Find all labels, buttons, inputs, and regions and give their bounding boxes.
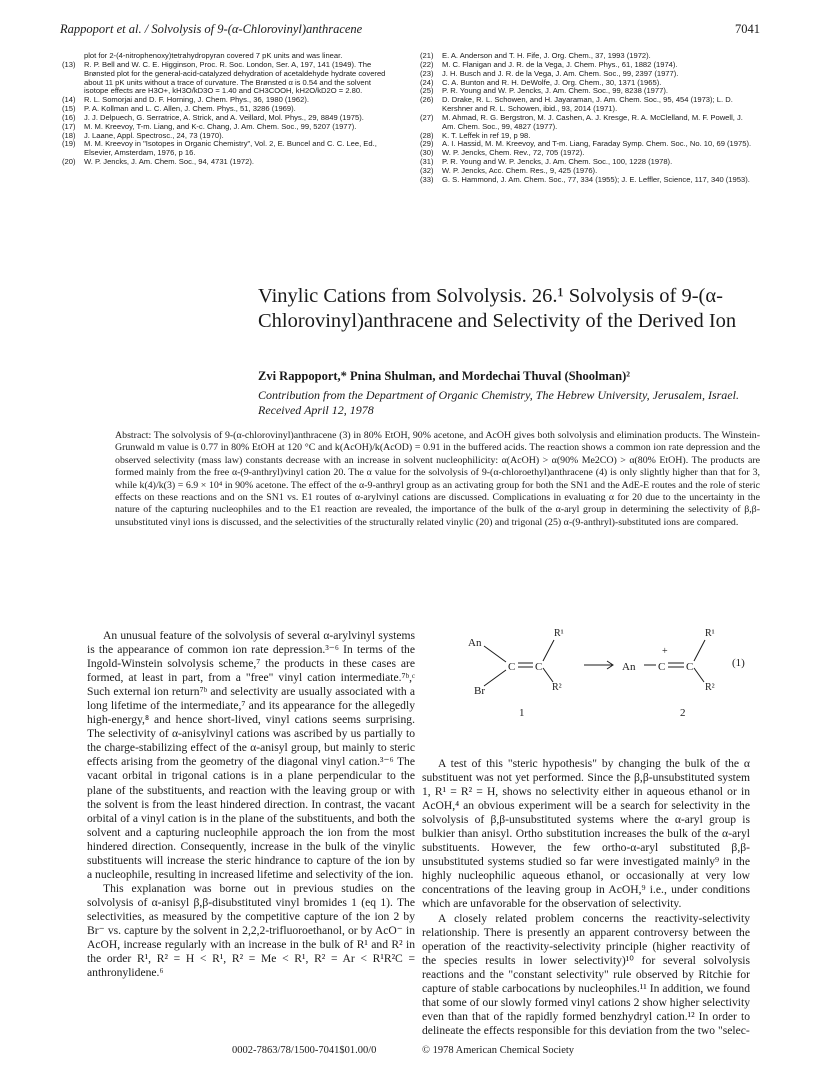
reference-number: (17) bbox=[62, 121, 76, 131]
bond-c-r2 bbox=[543, 668, 553, 682]
references-right-column bbox=[420, 52, 752, 185]
reference-number: (29) bbox=[420, 139, 434, 149]
bond-br-c bbox=[484, 670, 506, 686]
scheme-an-left: An bbox=[468, 637, 482, 649]
scheme-c-right: C bbox=[535, 661, 543, 673]
reference-text: J. H. Busch and J. R. de la Vega, J. Am. Chem. Soc., 99, 2397 (1977). bbox=[442, 68, 679, 78]
bond-cation-r1 bbox=[694, 640, 705, 661]
reference-text: J. J. Delpuech, G. Serratrice, A. Strick, and A. Veillard, Mol. Phys., 29, 8849 (1975). bbox=[84, 112, 364, 122]
reference-number: (27) bbox=[420, 112, 434, 122]
reference-text: J. Laane, Appl. Spectrosc., 24, 73 (1970). bbox=[84, 130, 224, 140]
reference-entry bbox=[62, 140, 394, 158]
reference-text: P. R. Young and W. P. Jencks, J. Am. Chem. Soc., 100, 1228 (1978). bbox=[442, 157, 673, 167]
reference-text: M. M. Kreevoy in "Isotopes in Organic Chemistry", Vol. 2, E. Buncel and C. C. Lee, Ed., Elsevier, Amsterdam, 1976, p 16. bbox=[84, 139, 377, 158]
reference-text: P. R. Young and W. P. Jencks, J. Am. Chem. Soc., 99, 8238 (1977). bbox=[442, 86, 668, 96]
reference-text: R. P. Bell and W. C. E. Higginson, Proc. R. Soc. London, Ser. A, 197, 141 (1949). The Brønsted plot for the general-acid-catalyzed dehydration of acetaldehyde hydrate covered about 11 pK units without a trace of curvature. The Brønsted α is 0.54 and the solvent isotope effects are H3O+, kH3O/kD3O = 1.40 and CH3COOH, kH2O/kD2O = 2.80. bbox=[84, 59, 386, 96]
reference-text: R. L. Somorjai and D. F. Horning, J. Chem. Phys., 36, 1980 (1962). bbox=[84, 95, 309, 105]
footer-article-code: 0002-7863/78/1500-7041$01.00/0 bbox=[232, 1045, 377, 1056]
reference-text: M. M. Kreevoy, T-m. Liang, and K-c. Chang, J. Am. Chem. Soc., 99, 5207 (1977). bbox=[84, 121, 357, 131]
body-left-column bbox=[87, 629, 415, 980]
reference-text: E. A. Anderson and T. H. Fife, J. Org. Chem., 37, 1993 (1972). bbox=[442, 51, 651, 60]
scheme-c-cation2: C bbox=[686, 661, 694, 673]
paragraph: A closely related problem concerns the reactivity-selectivity relationship. There is presently an apparent controversy between the operation of the reactivity-selectivity principle (higher reactivity of the species results in lower selectivity)¹⁰ for several solvolysis reactions and the "constant selectivity" rule observed by Ritchie for capture of stable carbocations by nucleophiles.¹¹ In addition, we found that some of our slowly formed vinyl cations 2 show higher selectivity even than that of the rapidly formed benzhydryl cation.¹² In order to delineate the effects responsible for this deviation from the two "selec- bbox=[422, 911, 750, 1037]
reference-entry bbox=[420, 96, 752, 114]
reference-entry bbox=[62, 158, 394, 167]
reference-number: (28) bbox=[420, 130, 434, 140]
reference-number: (14) bbox=[62, 95, 76, 105]
paragraph: This explanation was borne out in previous studies on the solvolysis of α-anisyl β,β-disubstituted vinyl bromides 1 (eq 1). The selectivities, as measured by the competitive capture of the ion 2 by Br⁻ vs. capture by the solvent in 2,2,2-trifluoroethanol, or by AcO⁻ in AcOH, increase regularly with an increase in the bulk of R¹ and R² in the order R¹, R² = H < R¹, R² = Me < R¹, R² = Ar < R¹R²C = anthronylidene.⁶ bbox=[87, 881, 415, 980]
scheme-c-left: C bbox=[508, 661, 516, 673]
bond-c-r1 bbox=[543, 640, 554, 661]
author-list: Zvi Rappoport,* Pnina Shulman, and Mordechai Thuval (Shoolman)² bbox=[258, 369, 631, 383]
reference-number: (20) bbox=[62, 157, 76, 167]
reference-text: P. A. Kollman and L. C. Allen, J. Chem. Phys., 51, 3286 (1969). bbox=[84, 104, 296, 114]
footer-copyright: © 1978 American Chemical Society bbox=[422, 1045, 575, 1056]
reference-text: K. T. Leffek in ref 19, p 98. bbox=[442, 130, 531, 140]
reaction-scheme bbox=[422, 624, 758, 754]
reference-number: (26) bbox=[420, 95, 434, 105]
scheme-c-cation: C bbox=[658, 661, 666, 673]
scheme-r1-left: R¹ bbox=[554, 628, 564, 639]
reference-text: M. C. Flanigan and J. R. de la Vega, J. Chem. Phys., 61, 1882 (1974). bbox=[442, 59, 678, 69]
reference-entry bbox=[62, 61, 394, 96]
reference-text: C. A. Bunton and R. H. DeWolfe, J. Org. Chem., 30, 1371 (1965). bbox=[442, 77, 662, 87]
reference-number: (23) bbox=[420, 68, 434, 78]
paragraph: A test of this "steric hypothesis" by changing the bulk of the α substituent was not yet performed. Since the β,β-unsubstituted system 1, R¹ = R² = H, shows no selectivity either in aqueous ethanol or in AcOH,⁴ an obvious experiment will be a search for selectivity in the solvolysis of β,β-unsubstituted systems where the α-aryl group is bulkier than anisyl. Ortho substitution increases the bulk of the α-aryl substituents. However, the few ortho-α-aryl substituted β,β-unsubstituted systems studied so far were investigated mainly⁹ in the highly nucleophilic aqueous ethanol, or occasionally at very low concentrations of the leaving group in AcOH,⁹ i.e., under conditions which are unfavorable for the observation of selectivity. bbox=[422, 757, 750, 911]
reference-number: (21) bbox=[420, 51, 434, 60]
bond-cation-r2 bbox=[694, 668, 704, 682]
references-left-column bbox=[62, 52, 394, 167]
scheme-r2-left: R² bbox=[552, 682, 562, 693]
affiliation: Contribution from the Department of Organic Chemistry, The Hebrew University, Jerusalem, Israel. Received April 12, 1978 bbox=[258, 388, 739, 417]
scheme-r2-right: R² bbox=[705, 682, 715, 693]
reference-number: (33) bbox=[420, 174, 434, 184]
reference-number: (31) bbox=[420, 157, 434, 167]
reference-number: (15) bbox=[62, 104, 76, 114]
bond-an-c bbox=[484, 646, 506, 662]
reference-number: (22) bbox=[420, 59, 434, 69]
page-number: 7041 bbox=[735, 22, 760, 36]
reference-text: G. S. Hammond, J. Am. Chem. Soc., 77, 334 (1955); J. E. Leffler, Science, 117, 340 (1953). bbox=[442, 174, 750, 184]
reference-entry bbox=[420, 176, 752, 185]
scheme-label-1: 1 bbox=[519, 707, 525, 719]
reference-entry bbox=[420, 114, 752, 132]
paragraph: An unusual feature of the solvolysis of several α-arylvinyl systems is the appearance of common ion rate depression.³⁻⁶ In terms of the Ingold-Winstein solvolysis scheme,⁷ the products in these cases are formed, at least in part, from a "free" vinyl cation intermediate.⁷ᵇ,ᶜ Such external ion return⁷ᵇ and selectivity are usually associated with a long lifetime of the intermediate,⁷ and its appearance for the allegedly high-energy,⁸ and hence short-lived, vinyl cations seems surprising. The selectivity of α-anisylvinyl cations was ascribed by us partially to the charge-stabilizing effect of the α-anisyl group, but mainly to steric effects arising from the geometry of the diagonal vinyl cation.³⁻⁶ The vacant orbital in trigonal cations is in a plane perpendicular to the plane of the substituents, and reaction with the leaving group or with the solvent is from the least hindered direction. In contrast, the vacant orbital of a vinyl cation is in the plane of the substituents, and both the solvent and a capturing nucleophile approach the ion from the most hindered direction. Consequently, increase in the bulk of the vinylic substituents will increase the steric hindrance to capture of the ion by a nucleophile, resulting in increased lifetime and selectivity of the ion. bbox=[87, 629, 415, 881]
body-right-column bbox=[422, 757, 750, 1038]
scheme-r1-right: R¹ bbox=[705, 628, 715, 639]
scheme-an-right: An bbox=[622, 661, 636, 673]
scheme-plus: + bbox=[662, 646, 668, 657]
reference-text: M. Ahmad, R. G. Bergstron, M. J. Cashen, A. J. Kresge, R. A. McClelland, M. F. Powell, J. Am. Chem. Soc., 99, 4827 (1977). bbox=[442, 112, 743, 131]
reference-number: (24) bbox=[420, 77, 434, 87]
reference-number: (13) bbox=[62, 59, 76, 69]
reference-number: (18) bbox=[62, 130, 76, 140]
reference-text: W. P. Jencks, Chem. Rev., 72, 705 (1972). bbox=[442, 148, 585, 158]
reference-text: A. I. Hassid, M. M. Kreevoy, and T-m. Liang, Faraday Symp. Chem. Soc., No. 10, 69 (1975). bbox=[442, 139, 752, 149]
scheme-label-2: 2 bbox=[680, 707, 686, 719]
reference-number: (16) bbox=[62, 112, 76, 122]
running-head: Rappoport et al. / Solvolysis of 9-(α-Chlorovinyl)anthracene bbox=[60, 22, 363, 36]
reference-text: W. P. Jencks, Acc. Chem. Res., 9, 425 (1976). bbox=[442, 165, 598, 175]
reference-number: (30) bbox=[420, 148, 434, 158]
reference-number: (32) bbox=[420, 165, 434, 175]
equation-number: (1) bbox=[732, 657, 745, 669]
reference-text: plot for 2-(4-nitrophenoxy)tetrahydropyran covered 7 pK units and was linear. bbox=[84, 51, 343, 60]
abstract: Abstract: The solvolysis of 9-(α-chlorovinyl)anthracene (3) in 80% EtOH, 90% acetone, and AcOH gives both solvolysis and elimination products. The Winstein-Grunwald m value is 0.77 in 80% EtOH at 120 °C and k(AcOH)/k(AcOD) = 0.91 in the buffered acids. The reaction shows a common ion rate depression and the observed selectivity (mass law) constants decrease with an increase in solvent nucleophilicity: α(AcOH) > α(90% Me2CO) > α(80% EtOH). The products are formed mainly from the free α-(9-anthryl)vinyl cation 20. The α value for the solvolysis of 9-(α-chloroethyl)anthracene (4) is only slightly higher than that for 3, while k(4)/k(3) = 6.9 × 10⁴ in 90% acetone. The effect of the α-9-anthryl group as an activating group for both the SN1 and the AdE-E routes and the role of steric effects on these reactions and on the SN1 vs. E1 routes of α-arylvinyl cations are discussed. Complications in evaluating α for 20 due to the uncertainty in the nature of the capturing nucleophiles and to the E1 reaction are revealed, the importance of the bulk of the α-aryl group in determining the selectivity of β,β-unsubstituted vinyl ions is discussed, and the selectivities of the structurally related vinylic (20) and trigonal (25) α-(9-anthryl)-substituted ions are compared. bbox=[115, 430, 760, 528]
article-title: Vinylic Cations from Solvolysis. 26.¹ Solvolysis of 9-(α-Chlorovinyl)anthracene and Selectivity of the Derived Ion bbox=[258, 285, 737, 332]
reference-number: (25) bbox=[420, 86, 434, 96]
reference-text: D. Drake, R. L. Schowen, and H. Jayaraman, J. Am. Chem. Soc., 95, 454 (1973); L. D. Kershner and R. L. Schowen, ibid., 93, 2014 (1971). bbox=[442, 95, 733, 114]
scheme-br: Br bbox=[474, 685, 485, 697]
reference-text: W. P. Jencks, J. Am. Chem. Soc., 94, 4731 (1972). bbox=[84, 157, 254, 167]
reference-number: (19) bbox=[62, 139, 76, 149]
